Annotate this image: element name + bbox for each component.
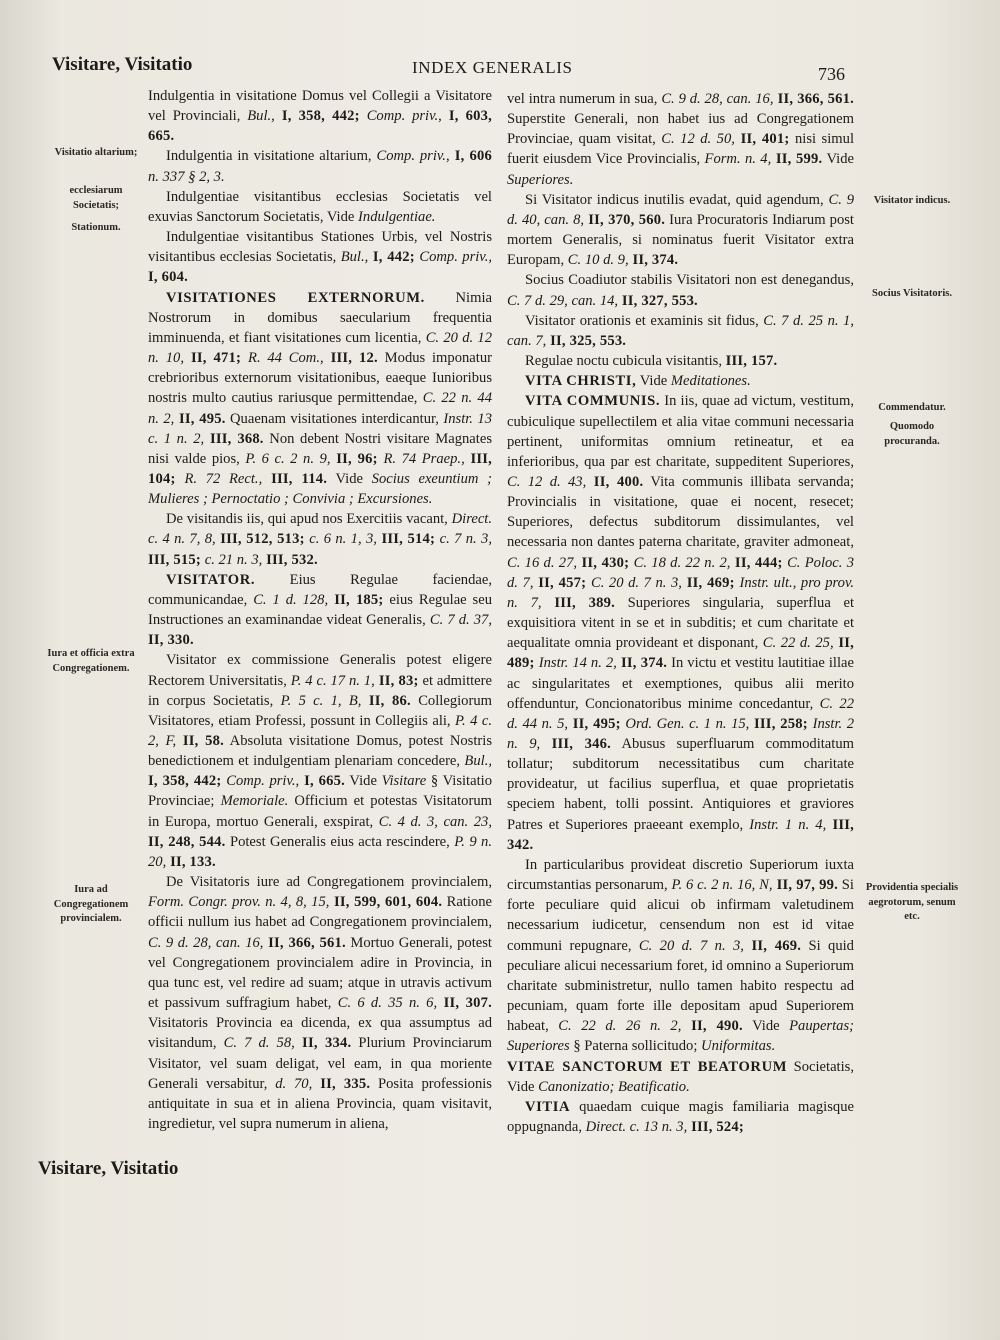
index-entry-visitationes-externorum: VISITATIONES EXTERNORUM. Nimia Nostrorum in domibus saecularium frequentia imminuenda, et fiant visitationes cum licentia, C. 20 d. 12 n. 10, II, 471; R. 44 Com., III, 12. Modus imponatur crebrioribus externorum visitationibus, eaeque Iunioribus nostris multo cautius rariusque permittendae, C. 22 n. 44 n. 2, II, 495. Quaenam visitationes interdicantur, Instr. 13 c. 1 n. 2, III, 368. Non debent Nostri visitare Magnates nisi valde pios, P. 6 c. 2 n. 9, II, 96; R. 74 Praep., III, 104; R. 72 Rect., III, 114. Vide Socius exeuntium ; Mulieres ; Pernoctatio ; Convivia ; Excursiones. [148, 289, 493, 508]
entry-heading: VISITATIONES EXTERNORUM. [166, 289, 425, 306]
margin-note: Commendatur. [878, 402, 946, 413]
index-paragraph: In particularibus provideat discretio Superiorum iuxta circumstantias personarum, P. 6 c. 2 n. 16, N, II, 97, 99. Si forte peculiare quid alicui ob infirmam valetudinem necessarium iudicetur, censendum non est id vitae communi repugnare, C. 20 d. 7 n. 3, II, 469. Si quid peculiare alicui necessarium foret, id omnino a Superiorum charitate subministretur, nullo tamen habito respectu ad pecuniam, quam forte ille depositam apud Superiorem habeat, C. 22 d. 26 n. 2, II, 490. Vide Paupertas; Superiores § Paterna sollicitudo; Uniformitas. [507, 856, 854, 1055]
index-entry-vitae-sanctorum: VITAE SANCTORUM ET BEATORUM Societatis, Vide Canonizatio; Beatificatio. [507, 1058, 854, 1095]
margin-note: Quomodo procuranda. [884, 421, 940, 447]
header-title: INDEX GENERALIS [412, 58, 573, 77]
margin-note: Visitatio altarium; [54, 147, 138, 158]
index-paragraph: De visitandis iis, qui apud nos Exercitiis vacant, Direct. c. 4 n. 7, 8, III, 512, 513; c. 6 n. 1, 3, III, 514; c. 7 n. 3, III, 515; c. 21 n. 3, III, 532. [148, 511, 493, 568]
margin-note: Providentia specialis aegrotorum, senum etc. [865, 882, 959, 922]
index-paragraph: Si Visitator indicus inutilis evadat, quid agendum, C. 9 d. 40, can. 8, II, 370, 560. Iura Procuratoris Indiarum post mortem Generalis, si nominatus fuerit Visitator extra Europam, C. 10 d. 9, II, 374. [507, 191, 854, 269]
header-entry-word: Visitare, Visitatio [52, 54, 193, 75]
index-paragraph: vel intra numerum in sua, C. 9 d. 28, can. 16, II, 366, 561. Superstite Generali, non habet ius ad Congregationem Provinciae, quam visitat, C. 12 d. 50, II, 401; nisi simul fuerit eiusdem Vice Provincialis, Form. n. 4, II, 599. Vide Superiores. [507, 91, 854, 188]
index-paragraph: Indulgentiae visitantibus Stationes Urbis, vel Nostris visitantibus ecclesias Societatis, Bul., I, 442; Comp. priv., I, 604. [148, 229, 492, 286]
left-text-column [148, 86, 492, 1134]
index-entry-vita-communis: VITA COMMUNIS. In iis, quae ad victum, vestitum, cubiculique supellectilem et alia vitae communi necessaria pertinent, uniformitas omnium retineatur, et ea inferioribus, qua par est charitate, suppeditent Superiores, C. 12 d. 43, II, 400. Vita communis illibata servanda; Provincialis in visitatione, quae ei nocent, resecet; Superiores, defectus subditorum dissimulantes, vel necessaria non dantes paterna charitate, graviter admoneat, C. 16 d. 27, II, 430; C. 18 d. 22 n. 2, II, 444; C. Poloc. 3 d. 7, II, 457; C. 20 d. 7 n. 3, II, 469; Instr. ult., pro prov. n. 7, III, 389. Superiores singularia, superflua et exquisitiora vitent in se et in subditis; et cum charitate et aequalitate omnia provideant et disponant, C. 22 d. 25, II, 489; Instr. 14 n. 2, II, 374. In victu et vestitu lautitiae illae ac singularitates et exemptiones, quibus alii merito offenduntur, Concionatoribus minime concedantur, C. 22 d. 44 n. 5, II, 495; Ord. Gen. c. 1 n. 15, III, 258; Instr. 2 n. 9, III, 346. Abusus superfluarum commoditatum tollatur; subditorum necessitatibus cum charitate provideatur, ut facilius superflua, et quae proprietatis speciem habent, tolli possint. Antiquiores et graviores Patres et Superiores praeeant exemplo, Instr. 1 n. 4, III, 342. [507, 393, 855, 853]
entry-heading: VITA COMMUNIS. [525, 393, 661, 410]
margin-note: Iura et officia extra Congregationem. [47, 648, 135, 674]
entry-heading: VISITATOR. [166, 571, 256, 588]
index-paragraph: Socius Coadiutor stabilis Visitatori non est denegandus, C. 7 d. 29, can. 14, II, 327, 553. [507, 272, 854, 309]
running-head [0, 54, 1000, 84]
right-text-column [507, 89, 854, 1137]
index-paragraph: Regulae noctu cubicula visitantis, III, 157. [525, 353, 778, 370]
entry-heading: VITAE SANCTORUM ET BEATORUM [507, 1058, 788, 1075]
index-paragraph: Indulgentiae visitantibus ecclesias Societatis vel exuvias Sanctorum Societatis, Vide Indulgentiae. [148, 188, 492, 225]
margin-note: Visitator indicus. [873, 195, 951, 206]
index-paragraph: Visitator ex commissione Generalis potest eligere Rectorem Universitatis, P. 4 c. 17 n. 1, II, 83; et admittere in corpus Societatis, P. 5 c. 1, B, II, 86. Collegiorum Visitatores, etiam Professi, possunt in Collegiis ali, P. 4 c. 2, F, II, 58. Absoluta visitatione Domus, potest Nostris benedictionem et indulgentiam plenariam concedere, Bul., I, 358, 442; Comp. priv., I, 665. Vide Visitare § Visitatio Provinciae; Memoriale. Officium et potestas Visitatorum in Europa, mortuo Generali, exspirat, C. 4 d. 3, can. 23, II, 248, 544. Potest Generalis eius acta rescindere, P. 9 n. 20, II, 133. [148, 652, 492, 870]
index-entry-visitator: VISITATOR. Eius Regulae faciendae, communicandae, C. 1 d. 128, II, 185; eius Regulae seu Instructiones an examinandae videat Generalis, C. 7 d. 37, II, 330. [148, 571, 493, 649]
margin-note: Stationum. [71, 222, 121, 233]
index-paragraph: Indulgentia in visitatione Domus vel Collegii a Visitatore vel Provinciali, Bul., I, 358, 442; Comp. priv., I, 603, 665. [148, 88, 493, 145]
page-number: 736 [818, 64, 845, 84]
entry-heading: VITIA [525, 1098, 571, 1115]
index-entry-vita-christi: VITA CHRISTI, Vide Meditationes. [525, 373, 751, 390]
footer-catchword: Visitare, Visitatio [38, 1158, 179, 1179]
index-paragraph: Visitator orationis et examinis sit fidus, C. 7 d. 25 n. 1, can. 7, II, 325, 553. [507, 312, 854, 349]
entry-heading: VITA CHRISTI, [525, 373, 637, 390]
margin-note: ecclesiarum Societatis; [69, 185, 123, 211]
margin-note: Socius Visitatoris. [872, 288, 952, 299]
index-paragraph: Indulgentia in visitatione altarium, Comp. priv., I, 606 n. 337 § 2, 3. [148, 148, 493, 185]
index-paragraph: De Visitatoris iure ad Congregationem provincialem, Form. Congr. prov. n. 4, 8, 15, II, 599, 601, 604. Ratione officii nullum ius habet ad Congregationem provincialem, C. 9 d. 28, can. 16, II, 366, 561. Mortuo Generali, potest vel Congregationem provincialem adire in Provincia, in qua tunc est, vel redire ad suam; atque in utravis activum et passivum suffragium habet, C. 6 d. 35 n. 6, II, 307. Visitatoris Provincia ea dicenda, ex qua assumptus ad visitandum, C. 7 d. 58, II, 334. Plurium Provinciarum Visitator, vel suam deligat, vel eam, in qua moriente Generali versabitur, d. 70, II, 335. Posita professionis antiquitate in sua et in aliena Provincia, quam visitavit, ingredietur, vel supra numerum in aliena, [148, 874, 492, 1132]
index-entry-vitia: VITIA quaedam cuique magis familiaria magisque oppugnanda, Direct. c. 13 n. 3, III, 524; [507, 1098, 854, 1135]
margin-note: Iura ad Congregationem provincialem. [53, 884, 129, 924]
